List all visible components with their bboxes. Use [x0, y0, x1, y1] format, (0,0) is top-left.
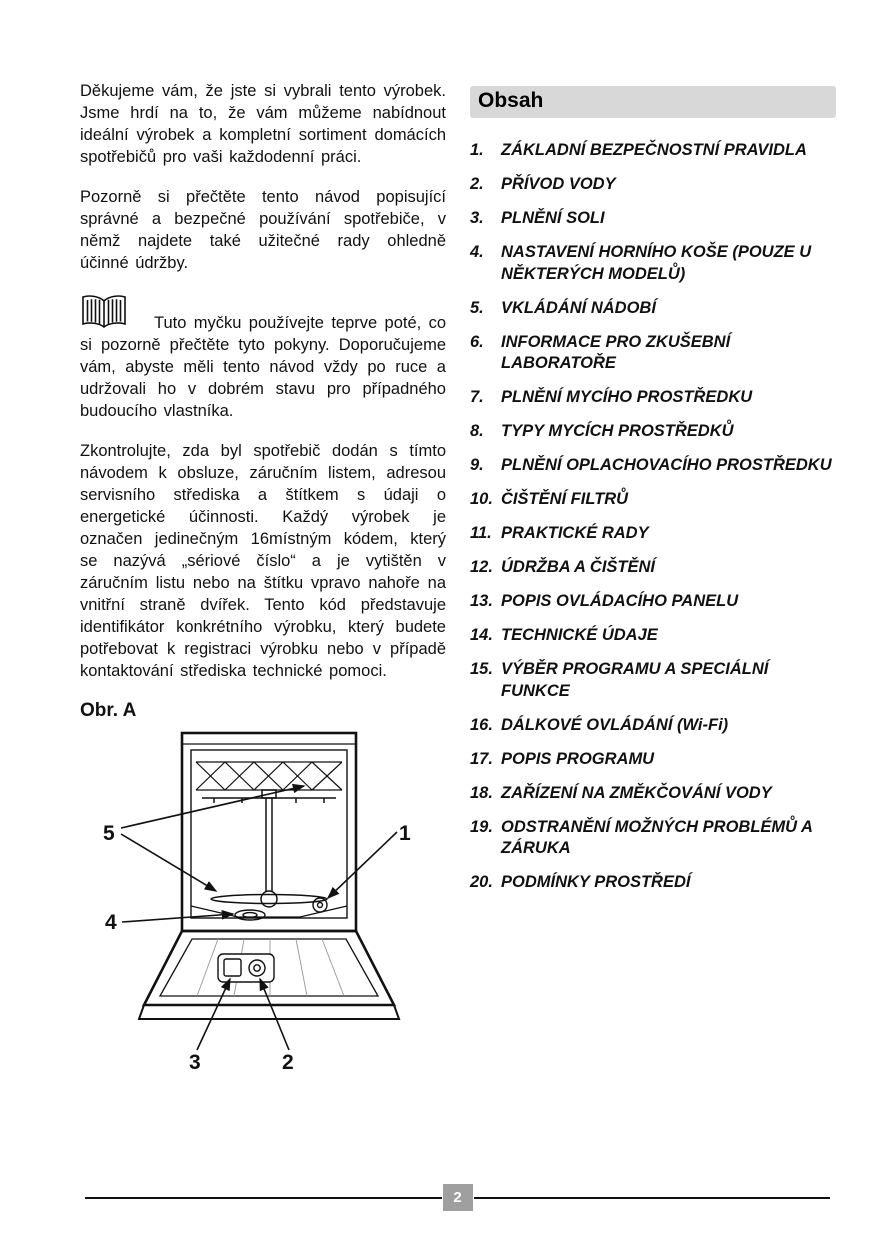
toc-item-label: ODSTRANĚNÍ MOŽNÝCH PROBLÉMŮ A ZÁRUKA: [501, 817, 813, 857]
toc-title: Obsah: [470, 86, 836, 118]
figure-title: Obr. A: [80, 700, 137, 721]
dishwasher-diagram: [90, 728, 430, 1078]
toc-item: [470, 242, 836, 285]
toc-column: [470, 86, 836, 906]
toc-item: [470, 455, 836, 477]
detergent-dispenser: [218, 954, 274, 982]
diagram-label-3: 3: [189, 1051, 201, 1074]
page-number-badge: 2: [443, 1184, 473, 1211]
toc-item-number: 17.: [470, 749, 493, 768]
upper-rack: [196, 762, 342, 790]
toc-item-label: POPIS OVLÁDACÍHO PANELU: [501, 592, 739, 610]
toc-item-number: 10.: [470, 490, 493, 508]
toc-item: [470, 749, 836, 771]
toc-item: [470, 783, 836, 805]
toc-item-number: 13.: [470, 592, 493, 610]
toc-item-number: 7.: [470, 388, 484, 406]
toc-item-number: 16.: [470, 715, 493, 734]
toc-item: [470, 625, 836, 647]
toc-item-label: ZÁKLADNÍ BEZPEČNOSTNÍ PRAVIDLA: [501, 141, 807, 159]
toc-item: [470, 489, 836, 511]
toc-item-label: ČIŠTĚNÍ FILTRŮ: [501, 490, 629, 508]
footer-rule-right: [474, 1197, 831, 1199]
toc-item: [470, 557, 836, 579]
diagram-label-4: 4: [105, 911, 117, 934]
toc-item-number: 2.: [470, 175, 484, 193]
toc-item-number: 20.: [470, 873, 493, 891]
toc-item-number: 4.: [470, 243, 484, 261]
salt-cap: [313, 898, 327, 912]
toc-item-number: 11.: [470, 524, 492, 542]
toc-item-number: 8.: [470, 422, 484, 440]
toc-item-number: 15.: [470, 660, 493, 678]
toc-item: [470, 872, 836, 894]
toc-item-label: PLNĚNÍ MYCÍHO PROSTŘEDKU: [501, 388, 753, 406]
toc-item: [470, 332, 836, 375]
left-column: [80, 80, 446, 1083]
book-note-block: [80, 292, 446, 422]
toc-item-label: PRAKTICKÉ RADY: [501, 524, 649, 542]
toc-item: [470, 591, 836, 613]
read-manual-paragraph: Pozorně si přečtěte tento návod popisující správné a bezpečné používání spotřebiče, v němž najdete také užitečné rady ohledně účinné údržby.: [80, 188, 446, 272]
toc-item-label: PLNĚNÍ OPLACHOVACÍHO PROSTŘEDKU: [501, 456, 832, 474]
toc-item: [470, 715, 836, 737]
toc-item: [470, 174, 836, 196]
toc-item-number: 14.: [470, 626, 493, 644]
book-note-paragraph: Tuto myčku používejte teprve poté, co si pozorně přečtěte tyto pokyny. Doporučujeme vám, abyste měli tento návod vždy po ruce a udržovali ho v dobrém stavu pro případného budoucího vlastníka.: [80, 314, 446, 420]
toc-item: [470, 659, 836, 702]
serial-number-paragraph: Zkontrolujte, zda byl spotřebič dodán s tímto návodem k obsluze, záručním listem, adresou servisního střediska a štítkem s údaji o energetické účinnosti. Každý výrobek je označen jedinečným 16místným kódem, který se nazývá „sériové číslo“ a je vytištěn v záručním listu nebo na štítku vpravo nahoře na vnitřní straně dvířek. Tento kód představuje identifikátor konkrétního výrobku, který budete potřebovat k registraci výrobku nebo v případě kontaktování střediska technické pomoci.: [80, 442, 446, 680]
toc-item-label: POPIS PROGRAMU: [501, 749, 655, 768]
open-book-icon: [80, 292, 128, 332]
toc-item-label: PLNĚNÍ SOLI: [501, 209, 605, 227]
water-supply-tube: [266, 798, 272, 891]
toc-item-label: PODMÍNKY PROSTŘEDÍ: [501, 873, 691, 891]
toc-item-number: 18.: [470, 783, 493, 802]
lower-spray-arm: [211, 891, 327, 907]
dishwasher-body: [182, 733, 356, 931]
toc-item-label: VÝBĚR PROGRAMU A SPECIÁLNÍ FUNKCE: [501, 660, 769, 700]
toc-item: [470, 817, 836, 860]
toc-item: [470, 298, 836, 320]
toc-item-number: 6.: [470, 332, 484, 351]
toc-item: [470, 208, 836, 230]
toc-item-label: NASTAVENÍ HORNÍHO KOŠE (POUZE U NĚKTERÝCH MODELŮ): [501, 243, 812, 283]
toc-item: [470, 523, 836, 545]
toc-item-label: DÁLKOVÉ OVLÁDÁNÍ (Wi-Fi): [501, 715, 729, 734]
toc-item-label: ÚDRŽBA A ČIŠTĚNÍ: [501, 558, 655, 576]
toc-item-label: VKLÁDÁNÍ NÁDOBÍ: [501, 298, 656, 317]
toc-item: [470, 140, 836, 162]
toc-item-number: 5.: [470, 298, 484, 317]
diagram-label-2: 2: [282, 1051, 294, 1074]
toc-item-number: 12.: [470, 558, 493, 576]
toc-list: [470, 140, 836, 894]
toc-item-number: 19.: [470, 817, 493, 836]
toc-item: [470, 421, 836, 443]
toc-item-label: TECHNICKÉ ÚDAJE: [501, 626, 658, 644]
figure-a: [90, 728, 446, 1083]
toc-item-number: 9.: [470, 456, 484, 474]
upper-spray-arm: [202, 790, 336, 803]
intro-paragraph: Děkujeme vám, že jste si vybrali tento výrobek. Jsme hrdí na to, že vám můžeme nabídnout ideální výrobek a kompletní sortiment domácích spotřebičů pro vaši každodenní práci.: [80, 82, 446, 166]
page-footer: [85, 1184, 830, 1211]
toc-item-label: ZAŘÍZENÍ NA ZMĚKČOVÁNÍ VODY: [501, 783, 772, 802]
toc-item-label: TYPY MYCÍCH PROSTŘEDKŮ: [501, 422, 734, 440]
toc-item: [470, 387, 836, 409]
toc-item-label: PŘÍVOD VODY: [501, 175, 616, 193]
diagram-label-5: 5: [103, 822, 115, 845]
footer-rule-left: [85, 1197, 442, 1199]
toc-item-number: 1.: [470, 141, 484, 159]
toc-item-number: 3.: [470, 209, 484, 227]
diagram-label-1: 1: [399, 822, 411, 845]
toc-item-label: INFORMACE PRO ZKUŠEBNÍ LABORATOŘE: [501, 332, 731, 372]
